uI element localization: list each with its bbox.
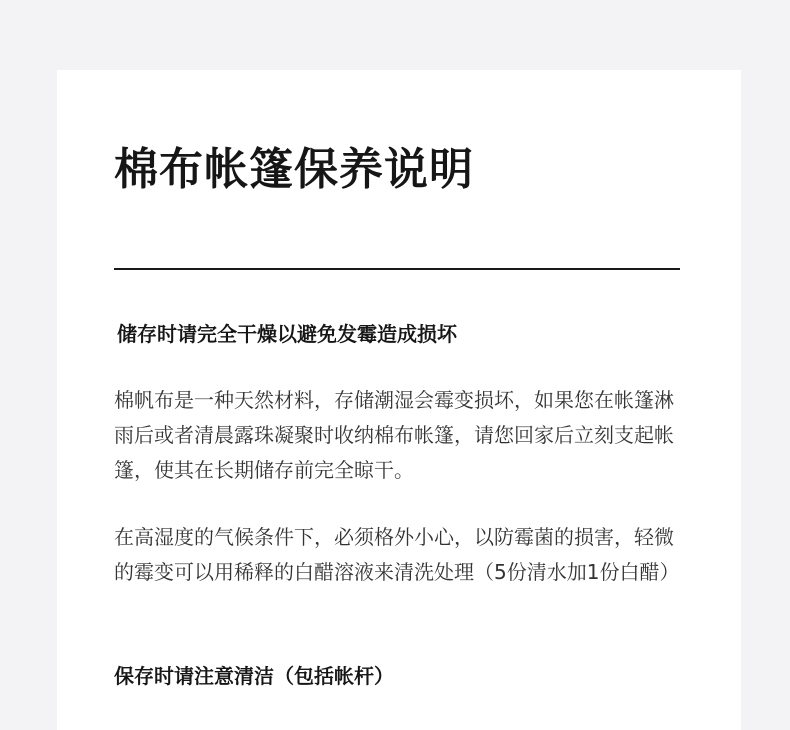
section-heading-cleaning: 保存时请注意清洁（包括帐杆） xyxy=(114,664,394,688)
page-title: 棉布帐篷保养说明 xyxy=(114,144,474,195)
document-card xyxy=(57,70,741,730)
section-heading-dry-storage: 储存时请完全干燥以避免发霉造成损坏 xyxy=(117,322,457,346)
paragraph-canvas-drying: 棉帆布是一种天然材料，存储潮湿会霉变损坏，如果您在帐篷淋雨后或者清晨露珠凝聚时收纳棉布帐篷，请您回家后立刻支起帐篷，使其在长期储存前完全晾干。 xyxy=(114,388,674,482)
paragraph-mold-cleaning: 在高湿度的气候条件下，必须格外小心，以防霉菌的损害，轻微的霉变可以用稀释的白醋溶液来清洗处理（5份清水加1份白醋） xyxy=(114,525,680,584)
title-divider xyxy=(114,268,680,270)
